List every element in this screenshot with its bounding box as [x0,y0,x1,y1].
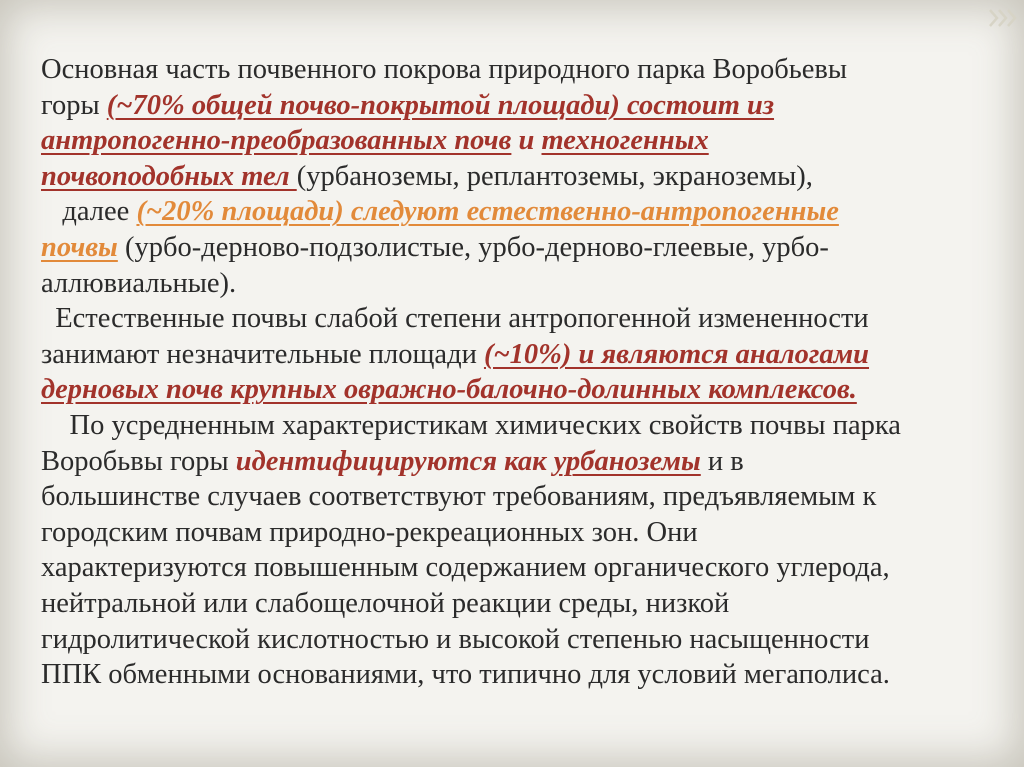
text-line [41,550,981,586]
text-segment: городским почвам природно-рекреационных зон. Они [41,516,698,548]
text-line [41,408,981,444]
text-segment: (урбо-дерново-подзолистые, урбо-дерново-глеевые, урбо- [117,231,829,263]
text-line [41,52,981,88]
text-segment: аллювиальные). [41,267,237,299]
text-segment: (урбаноземы, реплантоземы, экраноземы), [296,160,813,192]
text-segment: горы [41,89,107,121]
text-line [41,159,981,195]
text-segment: ППК обменными основаниями, что типично для условий мегаполиса. [41,659,890,691]
highlighted-text-segment: (~70% общей почво-покрытой площади) состоит из [106,89,775,121]
text-line [41,622,981,658]
highlighted-text-segment: (~10%) и являются аналогами [483,338,870,370]
slide-body-text [41,52,981,693]
text-segment: Воробьвы горы [41,445,236,477]
text-segment: Основная часть почвенного покрова природного парка Воробьевы [41,54,848,85]
triple-chevron-icon [988,6,1018,30]
text-segment: занимают незначительные площади [41,338,484,370]
highlighted-text-segment: почвоподобных тел [41,160,297,192]
highlighted-text-segment: урбаноземы [553,445,701,477]
text-line [41,479,981,515]
text-segment: большинстве случаев соответствуют требованиям, предъявляемым к [41,481,877,513]
highlighted-text-segment: (~20% площади) следуют естественно-антропогенные [136,196,839,228]
text-line [41,515,981,551]
highlighted-text-segment: дерновых почв крупных овражно-балочно-долинных комплексов. [41,374,857,406]
highlighted-text-segment: техногенных [541,125,709,157]
text-segment: нейтральной или слабощелочной реакции среды, низкой [41,587,730,619]
text-line [41,586,981,622]
text-line [41,301,981,337]
text-line [41,657,981,693]
text-line [41,372,981,408]
text-line [41,123,981,159]
text-segment: гидролитической кислотностью и высокой степенью насыщенности [41,623,870,655]
text-line [41,88,981,124]
text-segment: и в [700,445,744,477]
text-line [41,444,981,480]
text-line [41,194,981,230]
text-segment: характеризуются повышенным содержанием органического углерода, [41,552,890,584]
text-line [41,266,981,302]
text-segment: По усредненным характеристикам химических свойств почвы парка [41,409,901,441]
highlighted-text-segment: идентифицируются как [235,445,554,477]
highlighted-text-segment: и [511,125,542,157]
text-line [41,337,981,373]
highlighted-text-segment: почвы [41,231,118,263]
text-line [41,230,981,266]
text-segment: Естественные почвы слабой степени антропогенной измененности [41,303,869,335]
highlighted-text-segment: антропогенно-преобразованных почв [41,125,512,157]
text-segment: далее [41,196,137,228]
